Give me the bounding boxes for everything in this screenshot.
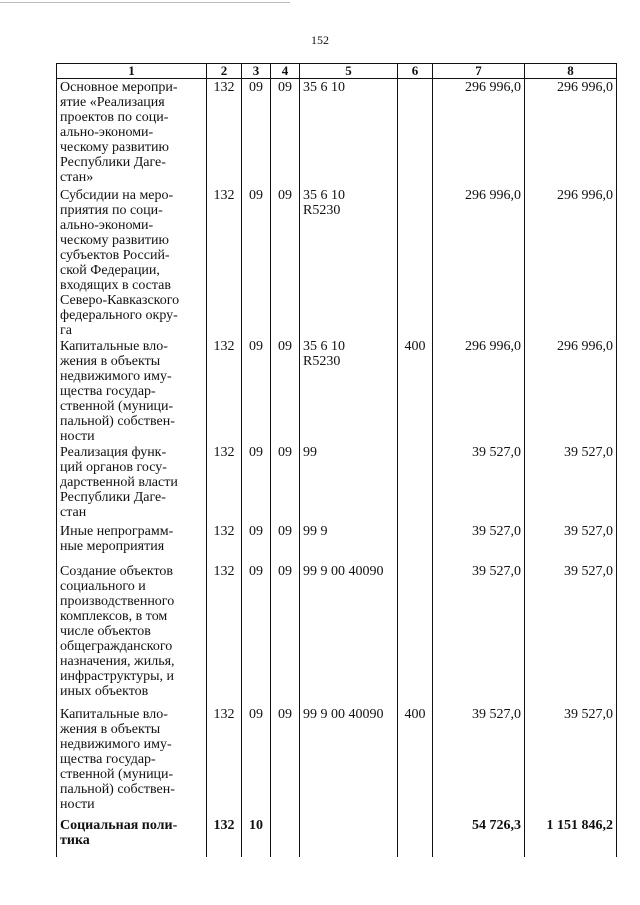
row-section-code: 132 [207, 563, 242, 706]
row-expense-type [398, 563, 433, 706]
row-target-code: 35 6 10 [300, 79, 398, 187]
table-row [57, 79, 617, 187]
row-amount-1: 296 996,0 [433, 338, 525, 444]
table-row [57, 563, 617, 706]
row-amount-2: 39 527,0 [525, 563, 617, 706]
row-subsection-code: 09 [242, 444, 271, 523]
row-amount-1: 296 996,0 [433, 79, 525, 187]
row-amount-2: 39 527,0 [525, 706, 617, 817]
row-subsection-code-2: 09 [271, 79, 300, 187]
row-section-code: 132 [207, 444, 242, 523]
header-col-4: 4 [271, 64, 300, 79]
header-col-3: 3 [242, 64, 271, 79]
row-amount-1: 39 527,0 [433, 563, 525, 706]
row-target-code: 99 9 00 40090 [300, 706, 398, 817]
row-subsection-code-2: 09 [271, 706, 300, 817]
row-subsection-code: 09 [242, 563, 271, 706]
row-name-cell: Реализация функ- ций органов госу- дарственной власти Республики Даге- стан [57, 444, 207, 523]
row-amount-2: 296 996,0 [525, 79, 617, 187]
row-subsection-code: 10 [242, 817, 271, 857]
page-number: 152 [311, 33, 329, 47]
table-row [57, 706, 617, 817]
row-target-code: 35 6 10 R5230 [300, 338, 398, 444]
row-target-code: 99 [300, 444, 398, 523]
row-subsection-code-2: 09 [271, 187, 300, 338]
table-row [57, 523, 617, 563]
row-expense-type [398, 79, 433, 187]
row-section-code: 132 [207, 338, 242, 444]
row-name-cell: Социальная поли- тика [57, 817, 207, 857]
row-expense-type [398, 444, 433, 523]
row-section-code: 132 [207, 706, 242, 817]
header-col-1: 1 [57, 64, 207, 79]
row-name-cell: Иные непрограмм- ные мероприятия [57, 523, 207, 563]
row-target-code: 99 9 [300, 523, 398, 563]
header-col-8: 8 [525, 64, 617, 79]
row-section-code: 132 [207, 79, 242, 187]
row-section-code: 132 [207, 187, 242, 338]
row-amount-1: 54 726,3 [433, 817, 525, 857]
row-subsection-code-2: 09 [271, 523, 300, 563]
row-amount-2: 39 527,0 [525, 523, 617, 563]
row-subsection-code-2 [271, 817, 300, 857]
row-subsection-code-2: 09 [271, 444, 300, 523]
budget-table [56, 63, 617, 857]
row-subsection-code: 09 [242, 523, 271, 563]
row-amount-1: 39 527,0 [433, 444, 525, 523]
row-subsection-code: 09 [242, 79, 271, 187]
table-row [57, 444, 617, 523]
row-target-code [300, 817, 398, 857]
row-expense-type: 400 [398, 706, 433, 817]
row-target-code: 99 9 00 40090 [300, 563, 398, 706]
row-amount-1: 39 527,0 [433, 706, 525, 817]
row-expense-type: 400 [398, 338, 433, 444]
top-scan-line [0, 0, 640, 4]
header-row [57, 64, 617, 79]
row-name-cell: Субсидии на меро- приятия по соци- ально-экономи- ческому развитию субъектов Россий- ской Федерации, входящих в состав Северо-Кавказского федерального окру- га [57, 187, 207, 338]
table-row [57, 338, 617, 444]
row-name-cell: Капитальные вло- жения в объекты недвижимого иму- щества государ- ственной (муници- пальной) собствен- ности [57, 338, 207, 444]
row-expense-type [398, 817, 433, 857]
row-expense-type [398, 187, 433, 338]
row-expense-type [398, 523, 433, 563]
row-target-code: 35 6 10 R5230 [300, 187, 398, 338]
row-section-code: 132 [207, 523, 242, 563]
header-col-5: 5 [300, 64, 398, 79]
row-section-code: 132 [207, 817, 242, 857]
row-name-cell: Создание объектов социального и производственного комплексов, в том числе объектов общегражданского назначения, жилья, инфраструктуры, и иных объектов [57, 563, 207, 706]
table-row [57, 817, 617, 857]
row-amount-2: 39 527,0 [525, 444, 617, 523]
table-row [57, 187, 617, 338]
row-subsection-code-2: 09 [271, 338, 300, 444]
row-subsection-code: 09 [242, 187, 271, 338]
row-name-cell: Основное меропри- ятие «Реализация проектов по соци- ально-экономи- ческому развитию Республики Даге- стан» [57, 79, 207, 187]
row-amount-2: 296 996,0 [525, 187, 617, 338]
row-amount-1: 39 527,0 [433, 523, 525, 563]
header-col-7: 7 [433, 64, 525, 79]
header-col-6: 6 [398, 64, 433, 79]
row-amount-1: 296 996,0 [433, 187, 525, 338]
row-name-cell: Капитальные вло- жения в объекты недвижимого иму- щества государ- ственной (муници- пальной) собствен- ности [57, 706, 207, 817]
row-subsection-code: 09 [242, 338, 271, 444]
row-subsection-code: 09 [242, 706, 271, 817]
table-body [57, 79, 617, 857]
header-col-2: 2 [207, 64, 242, 79]
row-amount-2: 1 151 846,2 [525, 817, 617, 857]
row-subsection-code-2: 09 [271, 563, 300, 706]
row-amount-2: 296 996,0 [525, 338, 617, 444]
